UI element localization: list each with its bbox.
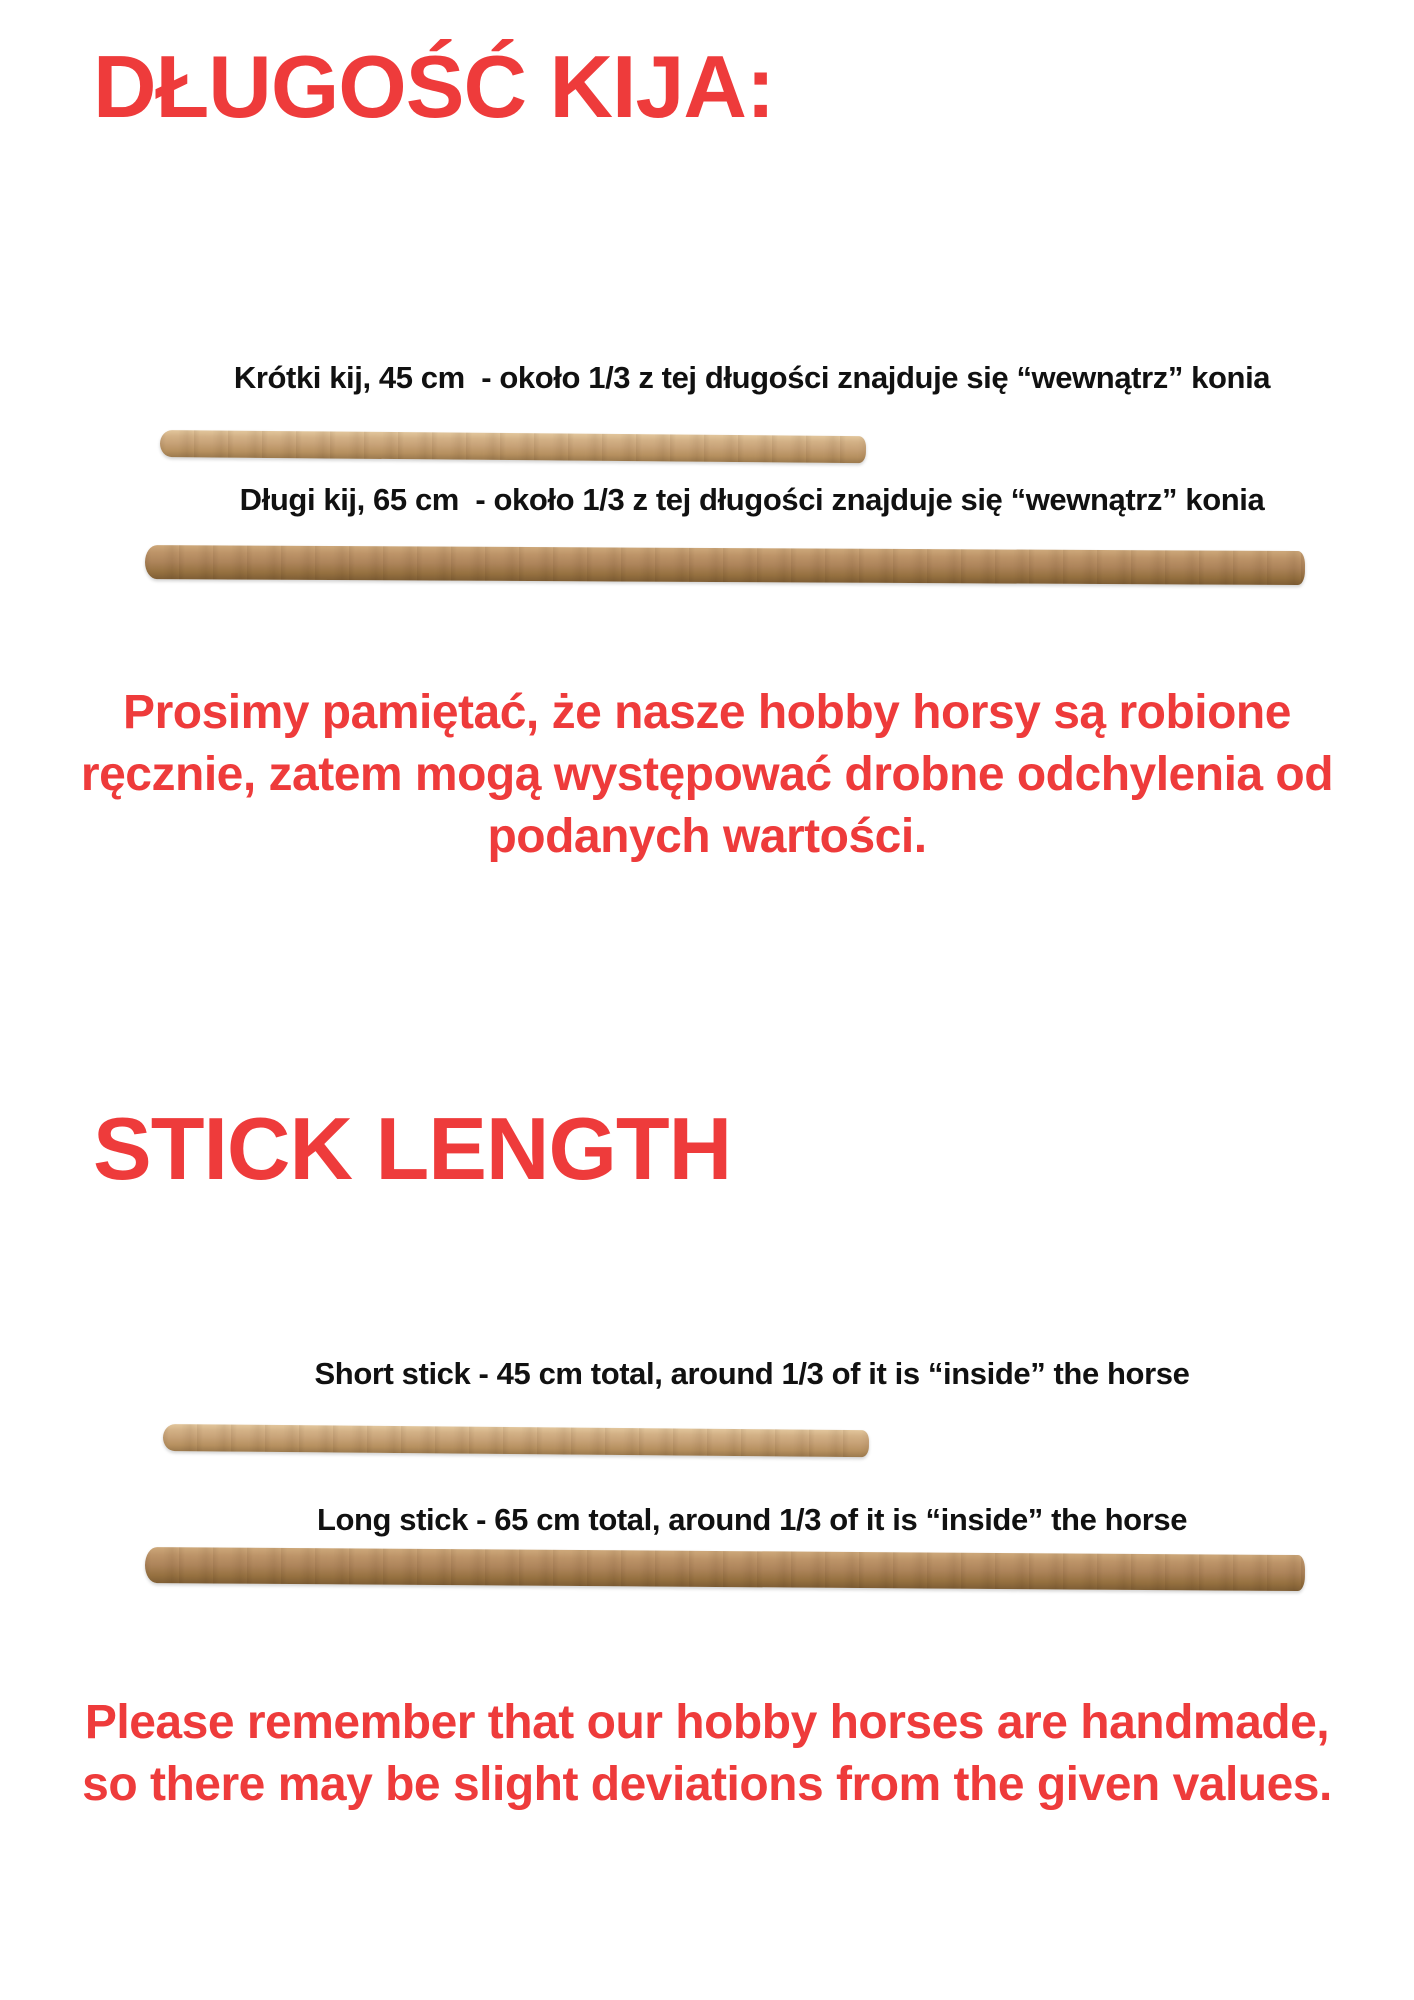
polish-short-stick-image [160, 430, 866, 463]
english-short-stick-caption: Short stick - 45 cm total, around 1/3 of it is “inside” the horse [314, 1356, 1190, 1391]
polish-long-stick-image [145, 545, 1305, 585]
polish-long-stick-caption: Długi kij, 65 cm - około 1/3 z tej długości znajduje się “wewnątrz” konia [239, 482, 1265, 517]
polish-short-stick-caption: Krótki kij, 45 cm - około 1/3 z tej długości znajduje się “wewnątrz” konia [233, 360, 1271, 395]
english-handmade-note-line: Please remember that our hobby horses are handmade, [84, 1696, 1330, 1749]
english-handmade-note-line: so there may be slight deviations from the given values. [82, 1758, 1332, 1811]
polish-handmade-note-line: Prosimy pamiętać, że nasze hobby horsy są robione [123, 686, 1291, 739]
polish-handmade-note-line: podanych wartości. [487, 810, 927, 863]
english-short-stick-image [163, 1424, 869, 1457]
polish-handmade-note [20, 682, 1394, 868]
english-handmade-note [20, 1692, 1394, 1816]
polish-section-title: DŁUGOŚĆ KIJA: [93, 37, 775, 136]
english-long-stick-image [145, 1547, 1305, 1591]
polish-handmade-note-line: ręcznie, zatem mogą występować drobne odchylenia od [80, 748, 1334, 801]
english-section-title: STICK LENGTH [93, 1099, 732, 1198]
english-long-stick-caption: Long stick - 65 cm total, around 1/3 of it is “inside” the horse [316, 1502, 1188, 1537]
